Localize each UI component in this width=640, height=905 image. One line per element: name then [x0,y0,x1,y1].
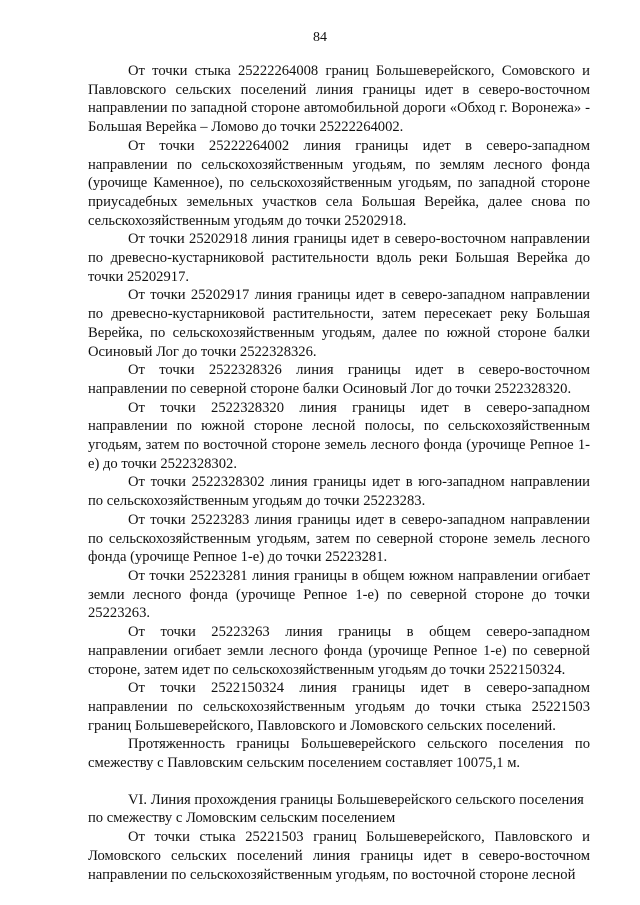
paragraph: От точки 2522328326 линия границы идет в северо-восточном направлении по северной стороне балки Осиновый Лог до точки 2522328320. [88,362,590,397]
page-number: 84 [313,30,327,45]
paragraph: От точки 25223281 линия границы в общем южном направлении огибает земли лесного фонда (урочище Репное 1-е) по северной стороне до точки 25223263. [88,567,590,622]
paragraph: От точки 25202918 линия границы идет в северо-восточном направлении по древесно-кустарниковой растительности вдоль реки Большая Верейка до точки 25202917. [88,231,590,285]
paragraph: От точки стыка 25222264008 границ Большеверейского, Сомовского и Павловского сельских поселений линия границы идет в северо-восточном направлении по западной стороне автомобильной дороги «Обход г. Воронежа» - Большая Верейка – Ломово до точки 25222264002. [88,63,590,136]
paragraph: От точки 2522328302 линия границы идет в юго-западном направлении по сельскохозяйственным угодьям до точки 25223283. [88,474,590,510]
paragraph: От точки 25223263 линия границы в общем северо-западном направлении огибает земли лесного фонда (урочище Репное 1-е) по северной стороне, затем идет по сельскохозяйственным угодьям до точки 2522150324. [88,624,590,678]
document-body [88,62,590,884]
paragraph: От точки 25222264002 линия границы идет в северо-западном направлении по сельскохозяйственным угодьям, по землям лесного фонда (урочище Каменное), по сельскохозяйственным угодьям, по западной стороне приусадебных земельных участков села Большая Верейка, далее снова по сельскохозяйственным угодьям до точки 25202918. [88,137,590,229]
paragraph: Протяженность границы Большеверейского сельского поселения по смежеству с Павловским сельским поселением составляет 10075,1 м. [88,736,590,772]
paragraph: От точки 25223283 линия границы идет в северо-западном направлении по сельскохозяйственным угодьям, затем по северной стороне земель лесного фонда (урочище Репное 1-е) до точки 25223281. [88,511,590,566]
paragraph: От точки 25202917 линия границы идет в северо-западном направлении по древесно-кустарниковой растительности, затем пересекает реку Большая Верейка, по сельскохозяйственным угодьям, далее по южной стороне балки Осиновый Лог до точки 2522328326. [88,287,590,360]
section-heading: VI. Линия прохождения границы Большеверейского сельского поселения по смежеству с Ломовским сельским поселением [88,791,584,827]
paragraph: От точки 2522328320 линия границы идет в северо-западном направлении по южной стороне лесной полосы, по сельскохозяйственным угодьям, затем по восточной стороне земель лесного фонда (урочище Репное 1-е) до точки 2522328302. [88,399,590,472]
paragraph: От точки 2522150324 линия границы идет в северо-западном направлении по сельскохозяйственным угодьям до точки стыка 25221503 границ Большеверейского, Павловского и Ломовского сельских поселений. [88,680,590,734]
paragraph: От точки стыка 25221503 границ Большеверейского, Павловского и Ломовского сельских поселений линия границы идет в северо-восточном направлении по сельскохозяйственным угодьям, по восточной стороне лесной [88,829,590,883]
